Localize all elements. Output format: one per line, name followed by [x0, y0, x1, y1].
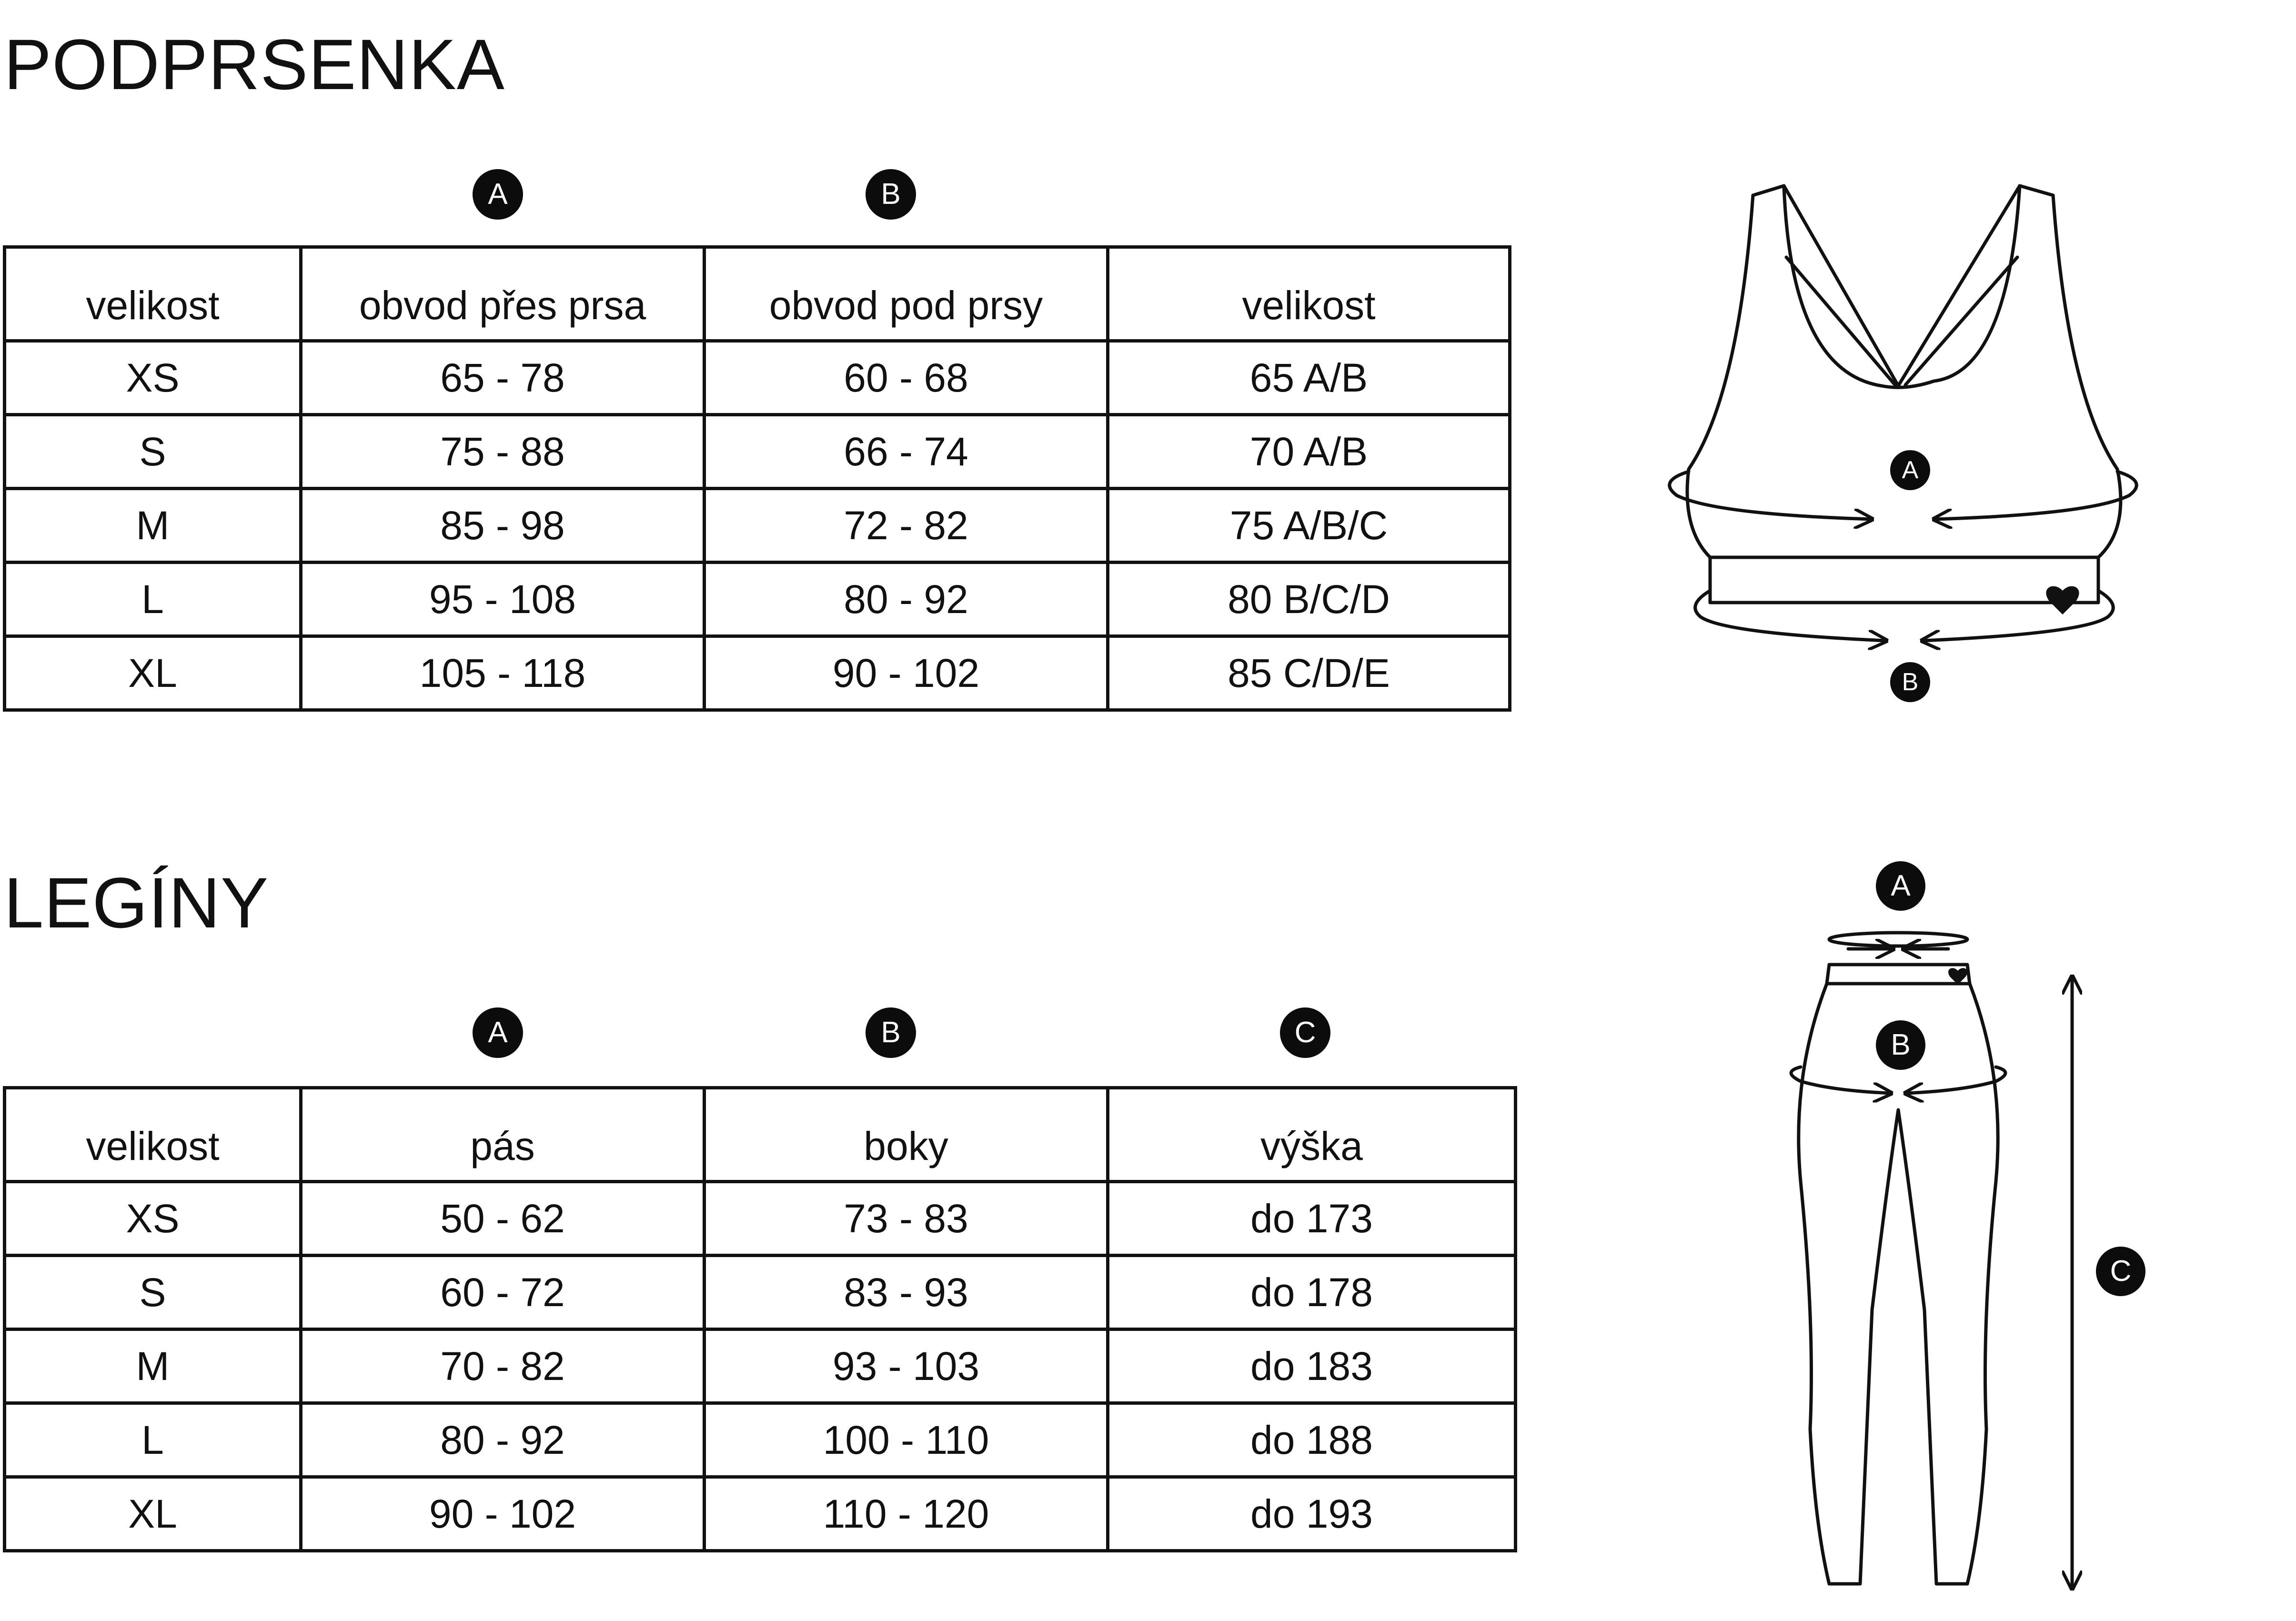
table-cell: 72 - 82	[705, 489, 1108, 563]
leggings-diagram-badge-a: A	[1876, 861, 1925, 911]
table-cell: L	[5, 563, 301, 636]
table-cell: 70 - 82	[301, 1329, 705, 1403]
bra-diagram-badge-b: B	[1890, 662, 1930, 702]
heart-icon	[2046, 586, 2079, 614]
leggings-col-badge-a: A	[473, 1007, 523, 1058]
table-cell: M	[5, 489, 301, 563]
table-cell: 50 - 62	[301, 1182, 705, 1256]
table-cell: 73 - 83	[705, 1182, 1108, 1256]
header-cell: boky	[705, 1088, 1108, 1182]
table-cell: 75 - 88	[301, 415, 705, 489]
header-cell: obvod přes prsa	[301, 247, 705, 341]
bra-col-badge-b: B	[866, 169, 916, 220]
table-cell: 85 C/D/E	[1108, 636, 1510, 710]
leggings-diagram-badge-c: C	[2096, 1247, 2145, 1296]
bra-section-title: PODPRSENKA	[4, 24, 505, 104]
leggings-col-badge-c: C	[1280, 1007, 1330, 1058]
leggings-illustration	[1791, 933, 2072, 1589]
table-cell: 66 - 74	[705, 415, 1108, 489]
bra-diagram-badge-a: A	[1890, 450, 1930, 490]
bra-col-badge-a: A	[473, 169, 523, 220]
table-cell: 93 - 103	[705, 1329, 1108, 1403]
table-cell: 90 - 102	[705, 636, 1108, 710]
table-cell: 83 - 93	[705, 1256, 1108, 1329]
table-cell: 65 A/B	[1108, 341, 1510, 415]
table-cell: 100 - 110	[705, 1403, 1108, 1477]
table-cell: XS	[5, 1182, 301, 1256]
table-cell: XL	[5, 1477, 301, 1551]
table-cell: do 188	[1108, 1403, 1516, 1477]
table-cell: 60 - 68	[705, 341, 1108, 415]
table-cell: 80 - 92	[705, 563, 1108, 636]
table-cell: do 178	[1108, 1256, 1516, 1329]
header-cell: velikost	[1108, 247, 1510, 341]
table-cell: 75 A/B/C	[1108, 489, 1510, 563]
table-cell: 80 - 92	[301, 1403, 705, 1477]
table-cell: XS	[5, 341, 301, 415]
table-cell: XL	[5, 636, 301, 710]
bra-illustration	[1670, 186, 2136, 641]
table-cell: 95 - 108	[301, 563, 705, 636]
table-cell: 65 - 78	[301, 341, 705, 415]
table-cell: S	[5, 415, 301, 489]
header-cell: výška	[1108, 1088, 1516, 1182]
table-cell: 105 - 118	[301, 636, 705, 710]
table-cell: L	[5, 1403, 301, 1477]
header-cell: obvod pod prsy	[705, 247, 1108, 341]
table-cell: do 193	[1108, 1477, 1516, 1551]
table-cell: 90 - 102	[301, 1477, 705, 1551]
table-cell: 60 - 72	[301, 1256, 705, 1329]
table-cell: 70 A/B	[1108, 415, 1510, 489]
header-cell: velikost	[5, 247, 301, 341]
table-cell: do 183	[1108, 1329, 1516, 1403]
table-cell: M	[5, 1329, 301, 1403]
leggings-section-title: LEGÍNY	[4, 863, 269, 943]
table-cell: 110 - 120	[705, 1477, 1108, 1551]
header-cell: velikost	[5, 1088, 301, 1182]
leggings-diagram-badge-b: B	[1876, 1020, 1925, 1070]
header-cell: pás	[301, 1088, 705, 1182]
table-cell: S	[5, 1256, 301, 1329]
table-cell: 85 - 98	[301, 489, 705, 563]
leggings-col-badge-b: B	[866, 1007, 916, 1058]
table-cell: do 173	[1108, 1182, 1516, 1256]
table-cell: 80 B/C/D	[1108, 563, 1510, 636]
